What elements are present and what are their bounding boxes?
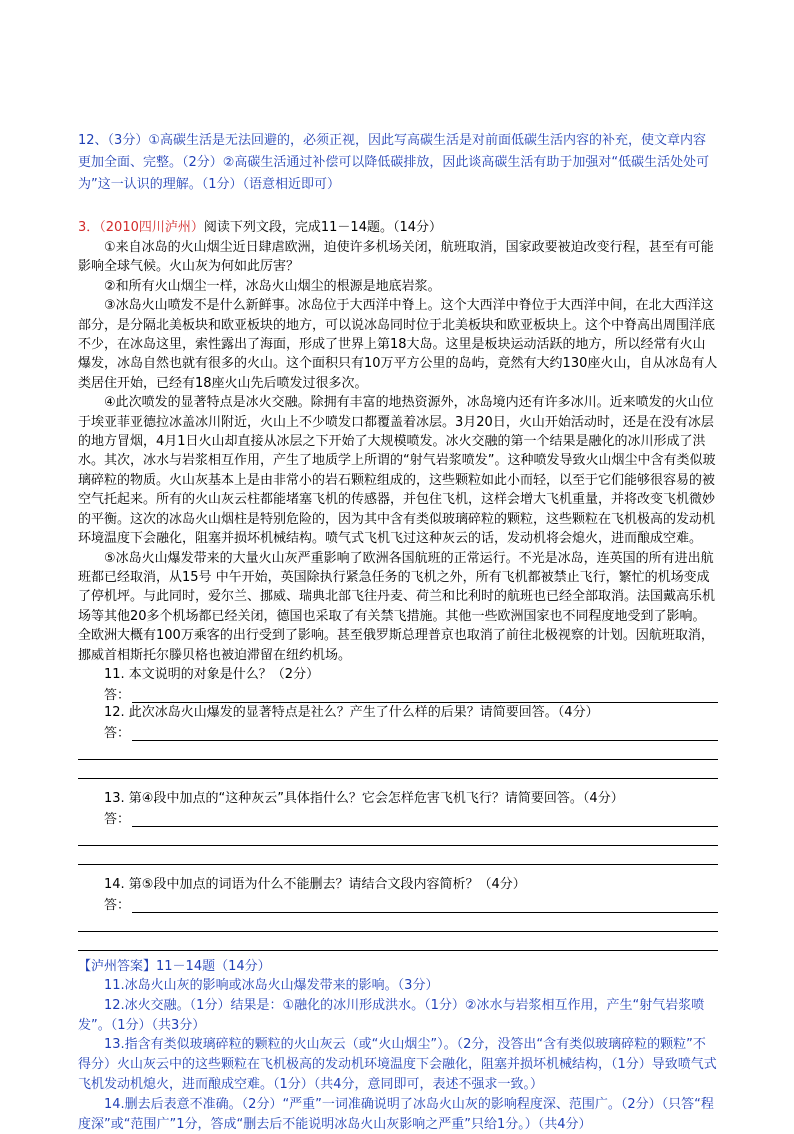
- question-source: （2010四川泸州）: [99, 220, 204, 235]
- answer-key-title: [78, 957, 718, 976]
- paragraph-3: ③冰岛火山喷发不是什么新鲜事。冰岛位于大西洋中脊上。这个大西洋中脊位于大西洋中间，在北大西洋这部分，是分隔北美板块和欧亚板块的地方，可以说冰岛同时位于北美板块和欧亚板块上。这个中脊高出周围洋底不少，在冰岛这里，索性露出了海面，形成了世界上第18大岛。这里是板块运动活跃的地方，所以经常有火山爆发，冰岛自然也就有很多的火山。这个面积只有10万平方公里的岛屿，竟然有大约130座火山，自从冰岛有人类居住开始，已经有18座火山先后喷发过很多次。: [78, 298, 718, 391]
- answer-key-item: 12.冰火交融。（1分）结果是：①融化的冰川形成洪水。（1分）②冰水与岩浆相互作用，产生“射气岩浆喷发”。（1分）（共3分）: [78, 997, 705, 1033]
- answer-line[interactable]: [78, 722, 718, 741]
- question-13: [78, 789, 718, 865]
- answer-key-label: 【泸州答案】: [78, 958, 157, 974]
- answer-label: 答：: [104, 687, 131, 703]
- answer-key-item: 14.删去后表意不准确。（2分）“严重”一词准确说明了冰岛火山灰的影响程度深、范围广。（2分）（只答“程度深”或“范围广”1分，答成“删去后不能说明冰岛火山灰影响之严重”只给1分。）（共4分）: [78, 1096, 714, 1132]
- question-number: 3．: [78, 220, 100, 235]
- answer-rule: [132, 726, 718, 741]
- paragraph-4: ④此次喷发的显著特点是冰火交融。除拥有丰富的地热资源外，冰岛境内还有许多冰川。近来喷发的火山位于埃亚菲亚德拉冰盖冰川附近，火山上不少喷发口都覆盖着冰层。3月20日，火山开始活动时，还是在没有冰层的地方冒烟，4月1日火山却直接从冰层之下开始了大规模喷发。冰火交融的第一个结果是融化的冰川形成了洪水。其次，冰水与岩浆相互作用，产生了地质学上所谓的“射气岩浆喷发”。这种喷发导致火山烟尘中含有类似玻璃碎粒的物质。火山灰基本上是由非常小的岩石颗粒组成的，这些颗粒如此小而轻，以至于它们能够很容易的被空气托起来。所有的火山灰云柱都能堵塞飞机的传感器，并包住飞机，这样会增大飞机重量，并将改变飞机微妙的平衡。这次的冰岛火山烟柱是特别危险的，因为其中含有类似玻璃碎粒的颗粒，这些颗粒在飞机极高的发动机环境温度下会融化，阻塞并损坏机械结构。喷气式飞机飞过这种灰云的话，发动机将会熄火，进而酿成空难。: [78, 395, 716, 547]
- question-11-text: 11. 本文说明的对象是什么？（2分）: [104, 666, 320, 682]
- answer-rule[interactable]: [78, 741, 718, 760]
- document-page: [78, 130, 718, 1134]
- question-11: [78, 665, 718, 703]
- answer-rule: [132, 898, 718, 913]
- answer-key-item: 13.指含有类似玻璃碎粒的颗粒的火山灰云（或“火山烟尘”）。（2分，没答出“含有类似玻璃碎粒的颗粒”不得分）火山灰云中的这些颗粒在飞机极高的发动机环境温度下会融化，阻塞并损坏机械结构，（1分）导致喷气式飞机发动机熄火，进而酿成空难。（1分）（共4分，意同即可，表述不强求一致。）: [78, 1037, 717, 1092]
- question-12-text: 12. 此次冰岛火山爆发的显著特点是社么？产生了什么样的后果？请简要回答。（4分）: [104, 704, 599, 720]
- answer-rule[interactable]: [78, 846, 718, 865]
- answer-line[interactable]: [78, 684, 718, 703]
- answer-rule[interactable]: [78, 827, 718, 846]
- question-12: [78, 703, 718, 779]
- answer-key-range: 11－14题（14分）: [156, 958, 271, 974]
- answer-rule[interactable]: [78, 932, 718, 951]
- answer-12-block: [78, 130, 718, 196]
- answer-label: 答：: [104, 725, 131, 741]
- answer-rule[interactable]: [78, 913, 718, 932]
- answer-line[interactable]: [78, 808, 718, 827]
- passage: [78, 238, 718, 665]
- question-14-text: 14. 第⑤段中加点的词语为什么不能删去？请结合文段内容简析？（4分）: [104, 876, 526, 892]
- answer-12-text: 12、（3分）①高碳生活是无法回避的，必须正视，因此写高碳生活是对前面低碳生活内容的补充，使文章内容更加全面、完整。（2分）②高碳生活通过补偿可以降低碳排放，因此谈高碳生活有助于加强对“低碳生活处处可为”这一认识的理解。（1分）（语意相近即可）: [78, 133, 710, 192]
- question-13-text: 13. 第④段中加点的“这种灰云”具体指什么？它会怎样危害飞机飞行？请简要回答。（4分）: [104, 790, 624, 806]
- answer-rule: [132, 812, 718, 827]
- answer-rule: [132, 688, 718, 703]
- question-instruction: 阅读下列文段，完成11－14题。（14分）: [203, 220, 443, 235]
- paragraph-5: ⑤冰岛火山爆发带来的大量火山灰严重影响了欧洲各国航班的正常运行。不光是冰岛，连英国的所有进出航班都已经取消，从15号 中午开始，英国除执行紧急任务的飞机之外，所有飞机都被禁止飞行，繁忙的机场变成了停机坪。与此同时，爱尔兰、挪威、瑞典北部飞往丹麦、荷兰和比利时的航班也已经全部取消。法国戴高乐机场等其他20多个机场都已经关闭，德国也采取了有关禁飞措施。其他一些欧洲国家也不同程度地受到了影响。全欧洲大概有100万乘客的出行受到了影响。甚至俄罗斯总理普京也取消了前往北极视察的计划。因航班取消，挪威首相斯托尔滕贝格也被迫滞留在纽约机场。: [78, 550, 716, 663]
- question-14: [78, 875, 718, 951]
- answer-key-item: 11.冰岛火山灰的影响或冰岛火山爆发带来的影响。（3分）: [104, 977, 439, 993]
- answer-key: [78, 976, 718, 1134]
- answer-label: 答：: [104, 897, 131, 913]
- question-header: [78, 218, 718, 238]
- paragraph-2: ②和所有火山烟尘一样，冰岛火山烟尘的根源是地底岩浆。: [104, 278, 441, 294]
- paragraph-1: ①来自冰岛的火山烟尘近日肆虐欧洲，迫使许多机场关闭，航班取消，国家政要被迫改变行程，甚至有可能影响全球气候。火山灰为何如此厉害？: [78, 240, 714, 275]
- answer-line[interactable]: [78, 894, 718, 913]
- answer-label: 答：: [104, 811, 131, 827]
- answer-rule[interactable]: [78, 760, 718, 779]
